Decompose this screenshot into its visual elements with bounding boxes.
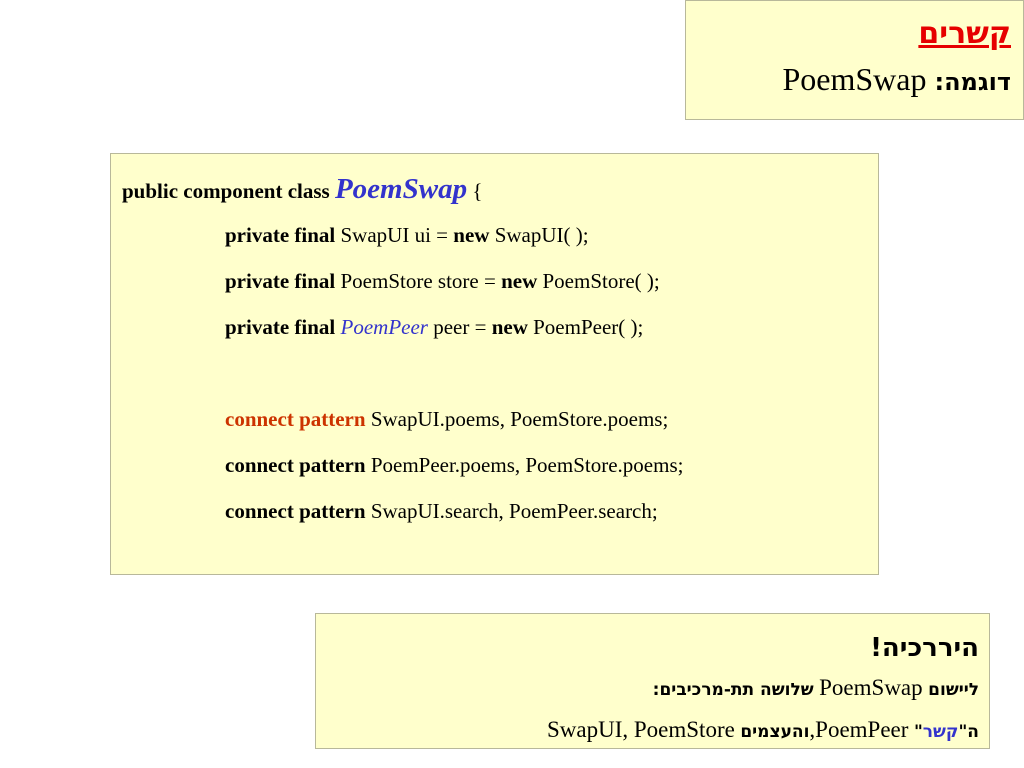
code-line-connect-1: [122, 396, 878, 442]
code-text: PoemPeer.poems, PoemStore.poems;: [370, 453, 684, 477]
keyword-highlighted: connect pattern: [225, 407, 366, 431]
keyword: new: [501, 269, 538, 293]
subtitle-value: PoemSwap: [782, 61, 927, 97]
hierarchy-component: PoemPeer,: [809, 717, 909, 742]
title-box: [685, 0, 1024, 120]
code-text: SwapUI.poems, PoemStore.poems;: [370, 407, 669, 431]
keyword: private final: [225, 315, 336, 339]
code-text: peer =: [433, 315, 487, 339]
class-name: PoemSwap: [334, 173, 468, 205]
code-line-field-peer: [122, 304, 878, 350]
code-text: PoemPeer( );: [533, 315, 644, 339]
code-text: SwapUI( );: [494, 223, 589, 247]
subtitle-label: דוגמה:: [934, 68, 1011, 96]
hierarchy-link-word: קשר: [922, 722, 959, 742]
code-line-connect-2: [122, 442, 878, 488]
hierarchy-text: ": [913, 722, 923, 742]
hierarchy-text: שלושה תת-מרכיבים:: [652, 680, 814, 700]
code-line-connect-3: [122, 488, 878, 534]
hierarchy-components: SwapUI, PoemStore: [547, 717, 735, 742]
code-line-field-ui: [122, 212, 878, 258]
code-text: PoemStore( );: [542, 269, 660, 293]
code-text: {: [472, 179, 483, 203]
code-line-class-decl: [122, 166, 878, 212]
code-box: [110, 153, 879, 575]
keyword: new: [453, 223, 490, 247]
keyword: private final: [225, 269, 336, 293]
code-line-blank: [122, 350, 878, 396]
keyword: connect pattern: [225, 499, 366, 523]
hierarchy-title: היררכיה!: [870, 633, 979, 663]
hierarchy-text: ליישום: [928, 680, 979, 700]
hierarchy-text: והעצמים: [740, 722, 810, 742]
code-text: SwapUI ui =: [340, 223, 449, 247]
hierarchy-text: ה": [958, 722, 979, 742]
code-text: SwapUI.search, PoemPeer.search;: [370, 499, 658, 523]
type-name: PoemPeer: [340, 315, 428, 339]
keyword: public component class: [122, 179, 330, 203]
code-text: PoemStore store =: [340, 269, 496, 293]
keyword: connect pattern: [225, 453, 366, 477]
hierarchy-line-3: [316, 710, 979, 752]
hierarchy-box: [315, 613, 990, 749]
code-line-field-store: [122, 258, 878, 304]
hierarchy-line-2: [316, 668, 979, 710]
slide-subtitle: [686, 59, 1011, 102]
keyword: new: [491, 315, 528, 339]
slide-title: קשרים: [918, 16, 1011, 51]
hierarchy-app-name: PoemSwap: [819, 675, 923, 700]
keyword: private final: [225, 223, 336, 247]
